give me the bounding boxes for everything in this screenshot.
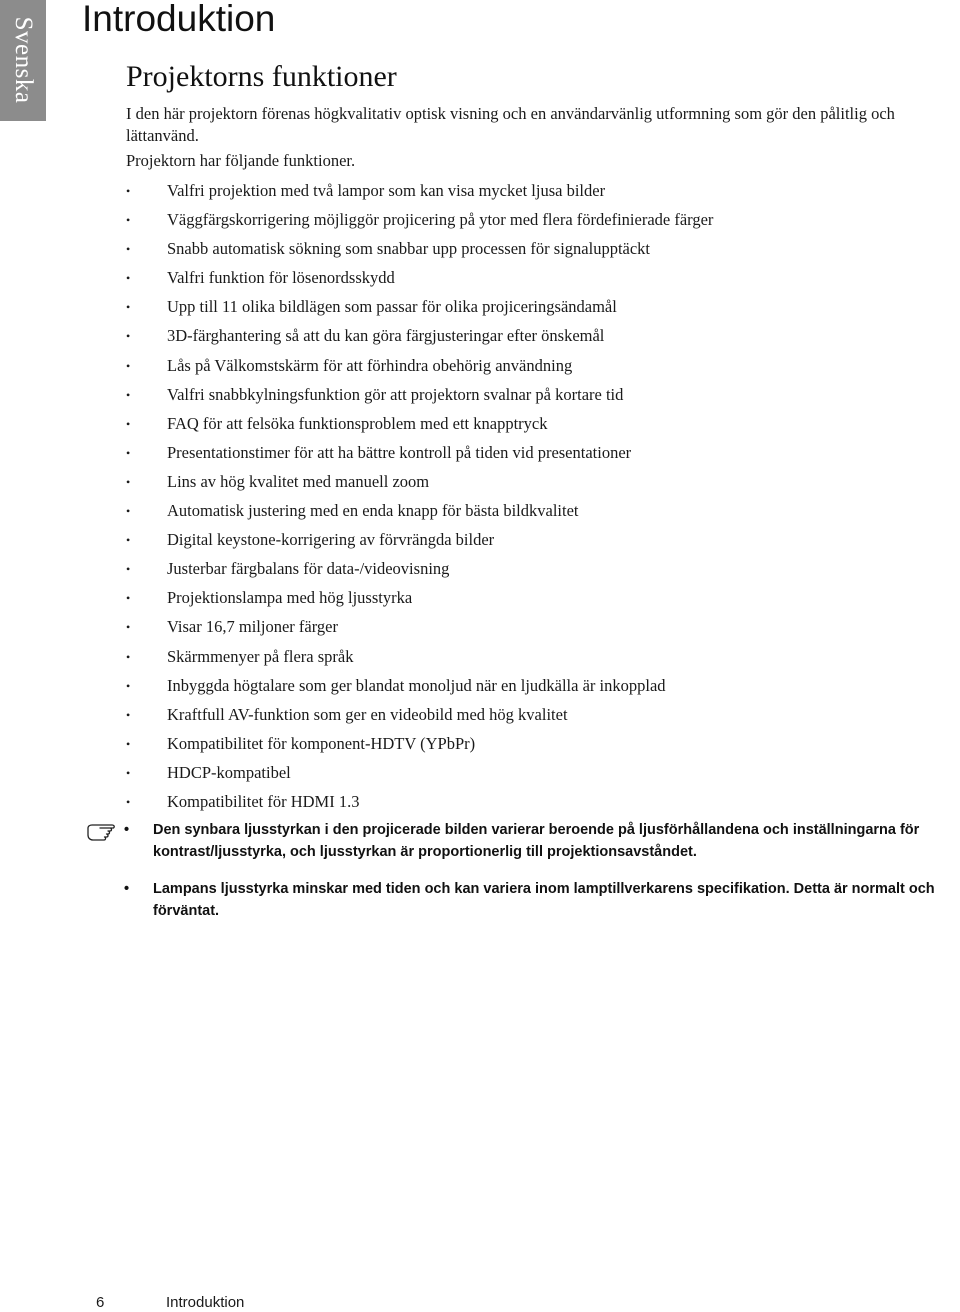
bullet: • [126, 184, 131, 198]
feature-text: Visar 16,7 miljoner färger [167, 617, 338, 637]
feature-text: Valfri snabbkylningsfunktion gör att projektorn svalnar på kortare tid [167, 384, 624, 404]
feature-text: Inbyggda högtalare som ger blandat monoljud när en ljudkälla är inkopplad [167, 675, 666, 695]
feature-text: Kompatibilitet för HDMI 1.3 [167, 791, 360, 811]
bullet: • [126, 242, 131, 257]
feature-text: Skärmmenyer på flera språk [167, 646, 354, 666]
section-title: Projektorns funktioner [126, 60, 397, 93]
section-intro: I den här projektorn förenas högkvalitativ optisk visning och en användarvänlig utformning som gör den pålitlig och lättanvänd. [126, 104, 895, 145]
bullet: • [124, 822, 130, 838]
bullet: • [126, 474, 131, 489]
feature-text: Presentationstimer för att ha bättre kontroll på tiden vid presentationer [167, 442, 632, 462]
feature-text: Upp till 11 olika bildlägen som passar för olika projiceringsändamål [167, 297, 617, 317]
bullet: • [126, 678, 131, 693]
bullet: • [126, 271, 131, 286]
bullet: • [126, 213, 131, 228]
bullet: • [126, 445, 131, 460]
feature-text: Valfri funktion för lösenordsskydd [167, 268, 395, 288]
language-tab-label: Svenska [10, 16, 37, 104]
footer-chapter-title: Introduktion [166, 1294, 245, 1311]
note-text: Den synbara ljusstyrkan i den projicerade bilden varierar beroende på ljusförhållandena och inställningarna för kontrast/ljusstyrka, och ljusstyrkan är proportionerlig till projektionsavståndet. [153, 822, 920, 860]
feature-text: Lins av hög kvalitet med manuell zoom [167, 471, 430, 491]
feature-text: Snabb automatisk sökning som snabbar upp processen för signalupptäckt [167, 239, 651, 259]
feature-text: Lås på Välkomstskärm för att förhindra obehörig användning [167, 355, 573, 375]
feature-text: Kompatibilitet för komponent-HDTV (YPbPr) [167, 733, 476, 753]
note-item [118, 878, 948, 924]
bullet: • [126, 649, 131, 664]
bullet: • [126, 736, 131, 751]
note-item [118, 819, 948, 865]
feature-text: Väggfärgskorrigering möjliggör projicering på ytor med flera fördefinierade färger [167, 210, 714, 230]
bullet: • [126, 387, 131, 402]
feature-text: FAQ för att felsöka funktionsproblem med ett knapptryck [167, 413, 548, 433]
page-number: 6 [96, 1294, 105, 1311]
bullet: • [126, 416, 131, 431]
feature-text: Justerbar färgbalans för data-/videovisning [167, 559, 450, 579]
bullet: • [126, 794, 131, 809]
bullet: • [126, 533, 131, 548]
bullet: • [126, 591, 131, 606]
section-lead: Projektorn har följande funktioner. [126, 151, 356, 170]
bullet: • [126, 504, 131, 519]
bullet: • [126, 329, 131, 344]
feature-text: HDCP-kompatibel [167, 762, 291, 782]
bullet: • [126, 358, 131, 373]
bullet: • [126, 620, 131, 635]
feature-text: Digital keystone-korrigering av förvrängda bilder [167, 530, 495, 550]
note-text: Lampans ljusstyrka minskar med tiden och kan variera inom lamptillverkarens specifikation. Detta är normalt och förväntat. [153, 881, 935, 919]
feature-text: 3D-färghantering så att du kan göra färgjusteringar efter önskemål [167, 326, 605, 346]
bullet: • [126, 707, 131, 722]
chapter-title: Introduktion [82, 0, 276, 39]
bullet: • [124, 881, 130, 897]
bullet: • [126, 300, 131, 315]
bullet: • [126, 765, 131, 780]
feature-text: Projektionslampa med hög ljusstyrka [167, 588, 413, 608]
feature-text: Automatisk justering med en enda knapp för bästa bildkvalitet [167, 501, 579, 521]
feature-text: Valfri projektion med två lampor som kan visa mycket ljusa bilder [167, 181, 606, 200]
language-tab [0, 0, 46, 121]
feature-text: Kraftfull AV-funktion som ger en videobild med hög kvalitet [167, 704, 568, 724]
bullet: • [126, 562, 131, 577]
